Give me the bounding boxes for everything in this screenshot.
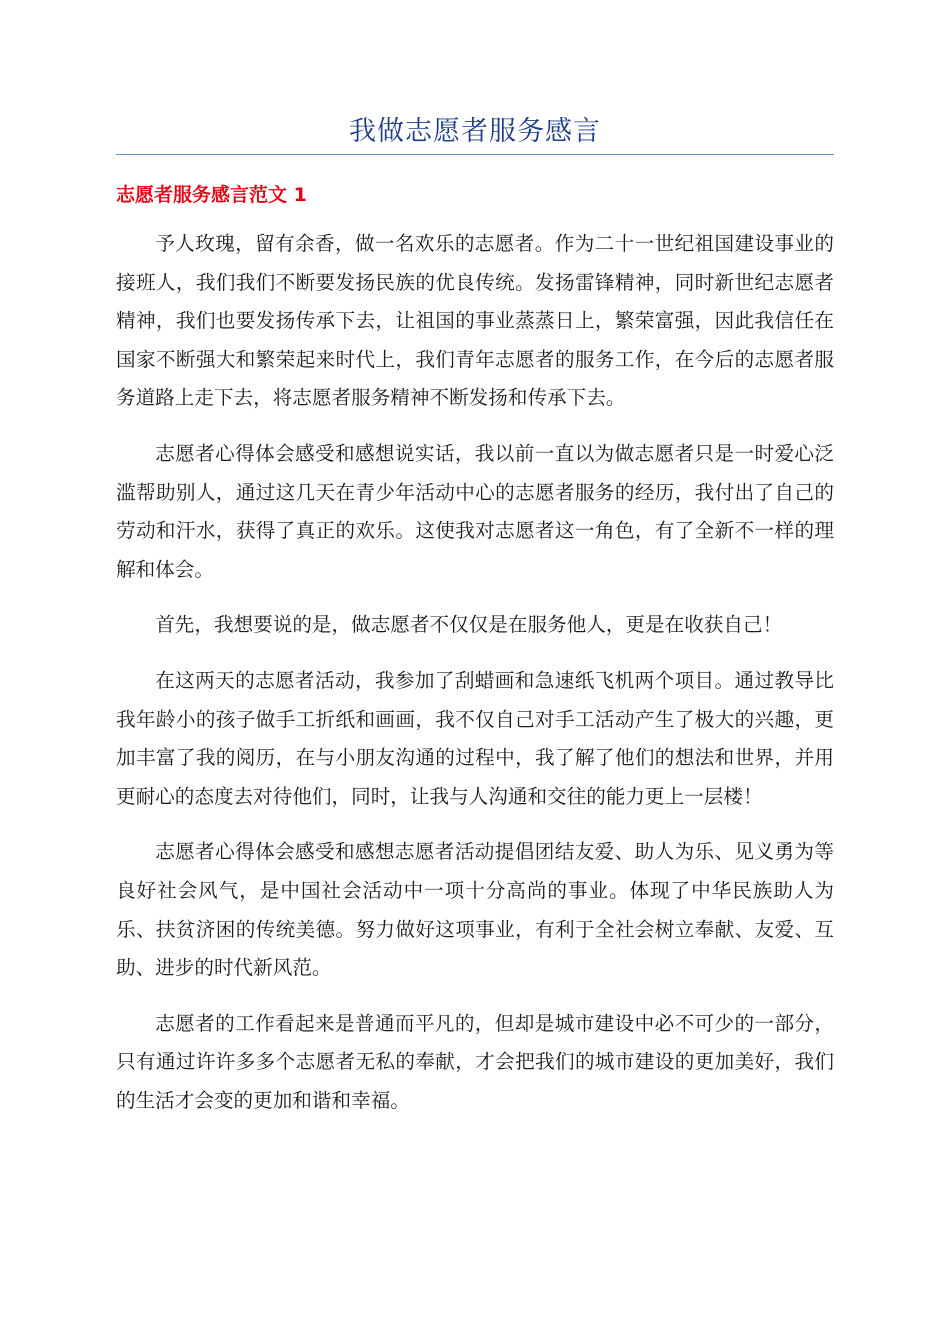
document-body: [116, 225, 834, 1137]
section-heading: 志愿者服务感言范文 1: [116, 184, 307, 206]
paragraph-4: 在这两天的志愿者活动，我参加了刮蜡画和急速纸飞机两个项目。通过教导比我年龄小的孩子做手工折纸和画画，我不仅自己对手工活动产生了极大的兴趣，更加丰富了我的阅历，在与小朋友沟通的过程中，我了解了他们的想法和世界，并用更耐心的态度去对待他们，同时，让我与人沟通和交往的能力更上一层楼！: [116, 668, 834, 808]
document-title: 我做志愿者服务感言: [349, 116, 601, 147]
title-divider: [116, 154, 834, 155]
paragraph-2: 志愿者心得体会感受和感想说实话，我以前一直以为做志愿者只是一时爱心泛滥帮助别人，通过这几天在青少年活动中心的志愿者服务的经历，我付出了自己的劳动和汗水，获得了真正的欢乐。这使我对志愿者这一角色，有了全新不一样的理解和体会。: [116, 441, 834, 581]
paragraph-5: 志愿者心得体会感受和感想志愿者活动提倡团结友爱、助人为乐、见义勇为等良好社会风气，是中国社会活动中一项十分高尚的事业。体现了中华民族助人为乐、扶贫济困的传统美德。努力做好这项事业，有利于全社会树立奉献、友爱、互助、进步的时代新风范。: [116, 840, 834, 980]
paragraph-1: 予人玫瑰，留有余香，做一名欢乐的志愿者。作为二十一世纪祖国建设事业的接班人，我们我们不断要发扬民族的优良传统。发扬雷锋精神，同时新世纪志愿者精神，我们也要发扬传承下去，让祖国的事业蒸蒸日上，繁荣富强，因此我信任在国家不断强大和繁荣起来时代上，我们青年志愿者的服务工作，在今后的志愿者服务道路上走下去，将志愿者服务精神不断发扬和传承下去。: [116, 232, 834, 410]
paragraph-6: 志愿者的工作看起来是普通而平凡的，但却是城市建设中必不可少的一部分，只有通过许许多多个志愿者无私的奉献，才会把我们的城市建设的更加美好，我们的生活才会变的更加和谐和幸福。: [116, 1011, 834, 1112]
paragraph-3: 首先，我想要说的是，做志愿者不仅仅是在服务他人，更是在收获自己！: [155, 613, 783, 637]
